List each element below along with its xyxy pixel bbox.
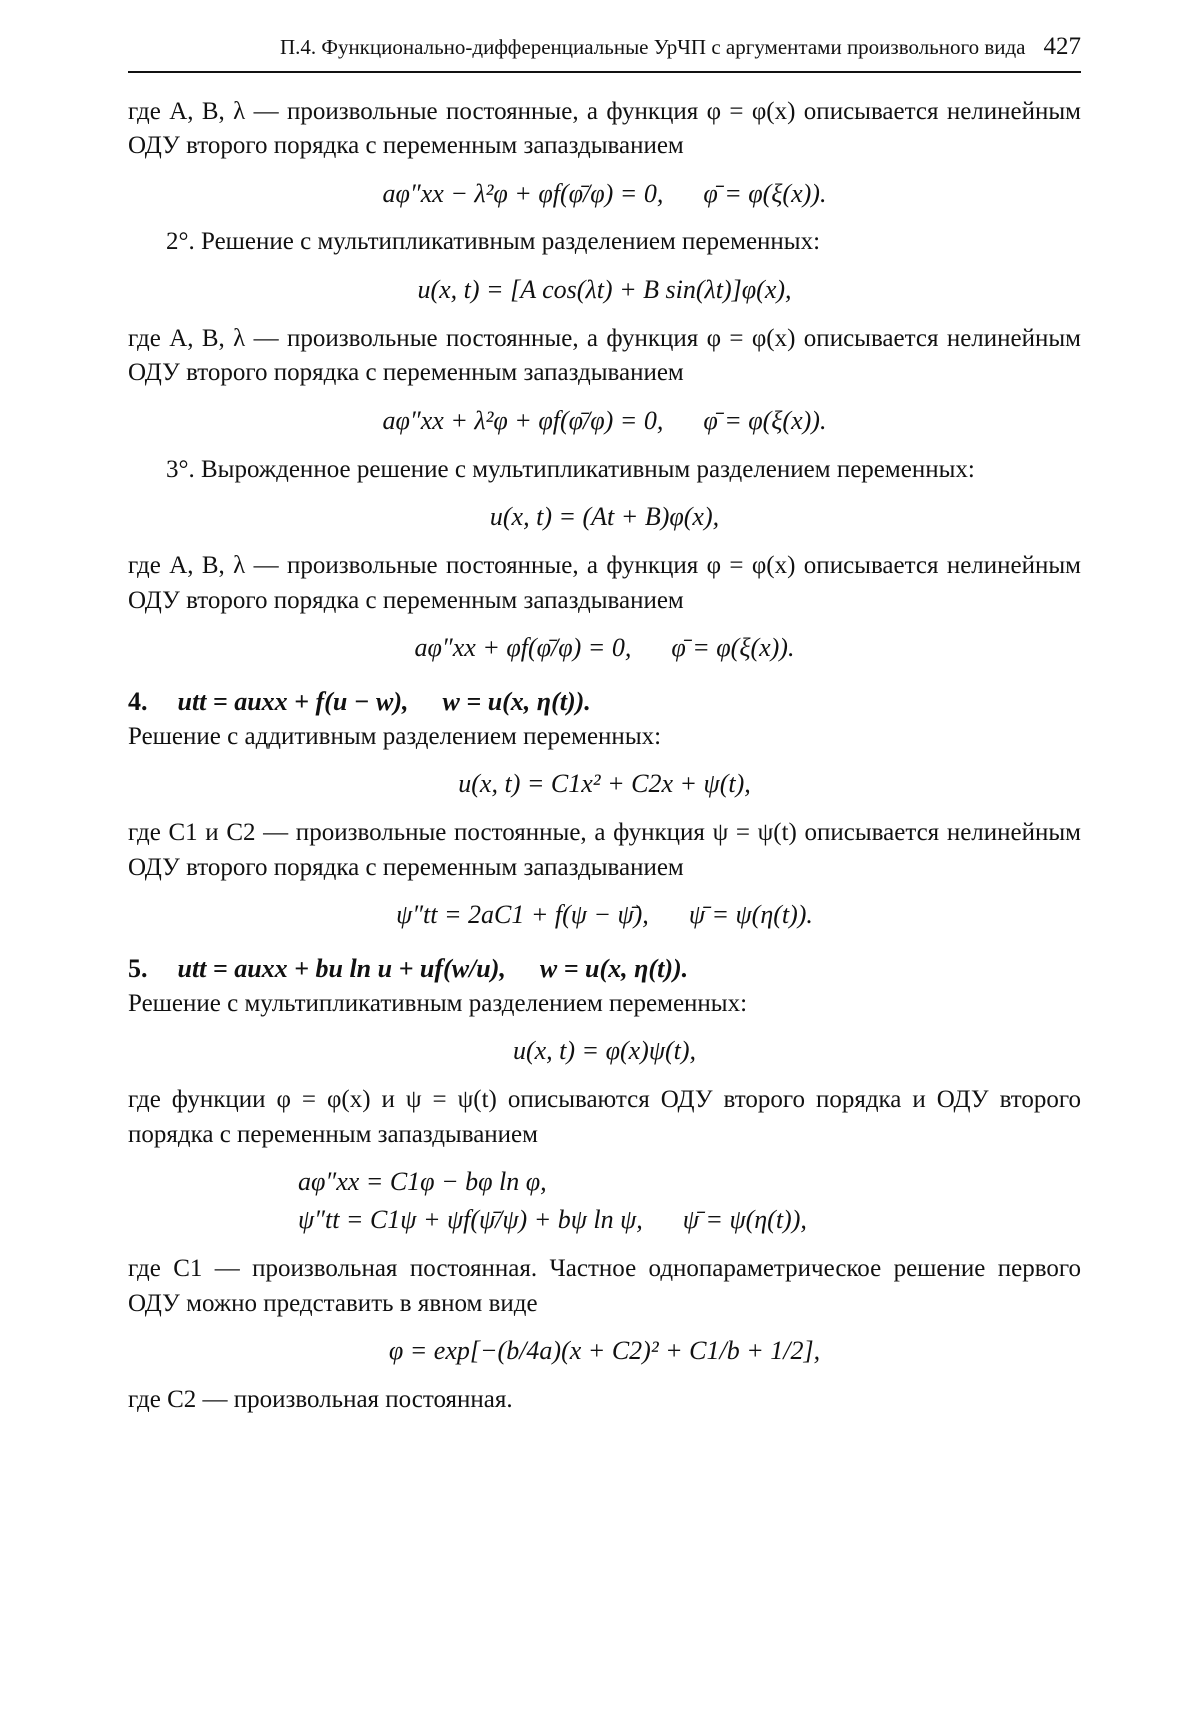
page (128, 30, 1081, 1417)
running-header (128, 30, 1081, 73)
equation-heading: 4. utt = auxx + f(u − w), w = u(x, η(t)). (128, 686, 591, 716)
paragraph: где C1 и C2 — произвольные постоянные, а функция ψ = ψ(t) описывается нелинейным ОДУ второго порядка с переменным запаздыванием (128, 819, 1081, 881)
paragraph: где C2 — произвольная постоянная. (128, 1385, 513, 1413)
header-title: П.4. Функционально-дифференциальные УрЧП с аргументами произвольного вида (279, 35, 1026, 59)
formula: u(x, t) = (At + B)φ(x), (489, 502, 720, 532)
paragraph: Решение с аддитивным разделением переменных: (128, 722, 662, 750)
formula: ψ″tt = 2aC1 + f(ψ − ψ̄), ψ̄ = ψ(η(t)). (396, 900, 813, 930)
paragraph: где функции φ = φ(x) и ψ = ψ(t) описываются ОДУ второго порядка и ОДУ второго порядка с переменным запаздыванием (128, 1086, 1081, 1148)
formula: aφ″xx + φf(φ̄/φ) = 0, φ̄ = φ(ξ(x)). (414, 633, 795, 662)
page-number: 427 (1043, 33, 1081, 60)
paragraph: Решение с мультипликативным разделением переменных: (128, 989, 748, 1017)
formula: aφ″xx − λ²φ + φf(φ̄/φ) = 0, φ̄ = φ(ξ(x)). (382, 178, 827, 208)
formula: u(x, t) = [A cos(λt) + B sin(λt)]φ(x), (417, 274, 792, 304)
formula: aφ″xx + λ²φ + φf(φ̄/φ) = 0, φ̄ = φ(ξ(x)). (382, 405, 827, 435)
section-heading: 2°. Решение с мультипликативным разделением переменных: (166, 228, 821, 256)
formula: u(x, t) = φ(x)ψ(t), (512, 1036, 697, 1066)
paragraph: где A, B, λ — произвольные постоянные, а функция φ = φ(x) описывается нелинейным ОДУ второго порядка с переменным запаздыванием (128, 97, 1081, 159)
paragraph: где A, B, λ — произвольные постоянные, а функция φ = φ(x) описывается нелинейным ОДУ второго порядка с переменным запаздыванием (128, 552, 1081, 614)
formula: φ = exp[−(b/4a)(x + C2)² + C1/b + 1/2], (388, 1336, 821, 1365)
formula: ψ″tt = C1ψ + ψf(ψ̄/ψ) + bψ ln ψ, ψ̄ = ψ(η(t)), (298, 1205, 807, 1235)
paragraph: где C1 — произвольная постоянная. Частное однопараметрическое решение первого ОДУ можно представить в явном виде (128, 1255, 1081, 1317)
paragraph: где A, B, λ — произвольные постоянные, а функция φ = φ(x) описывается нелинейным ОДУ второго порядка с переменным запаздыванием (128, 324, 1081, 387)
equation-heading: 5. utt = auxx + bu ln u + uf(w/u), w = u(x, η(t)). (128, 954, 689, 983)
formula: u(x, t) = C1x² + C2x + ψ(t), (458, 769, 751, 799)
formula: aφ″xx = C1φ − bφ ln φ, (298, 1167, 547, 1197)
section-heading: 3°. Вырожденное решение с мультипликативным разделением переменных: (166, 455, 975, 483)
